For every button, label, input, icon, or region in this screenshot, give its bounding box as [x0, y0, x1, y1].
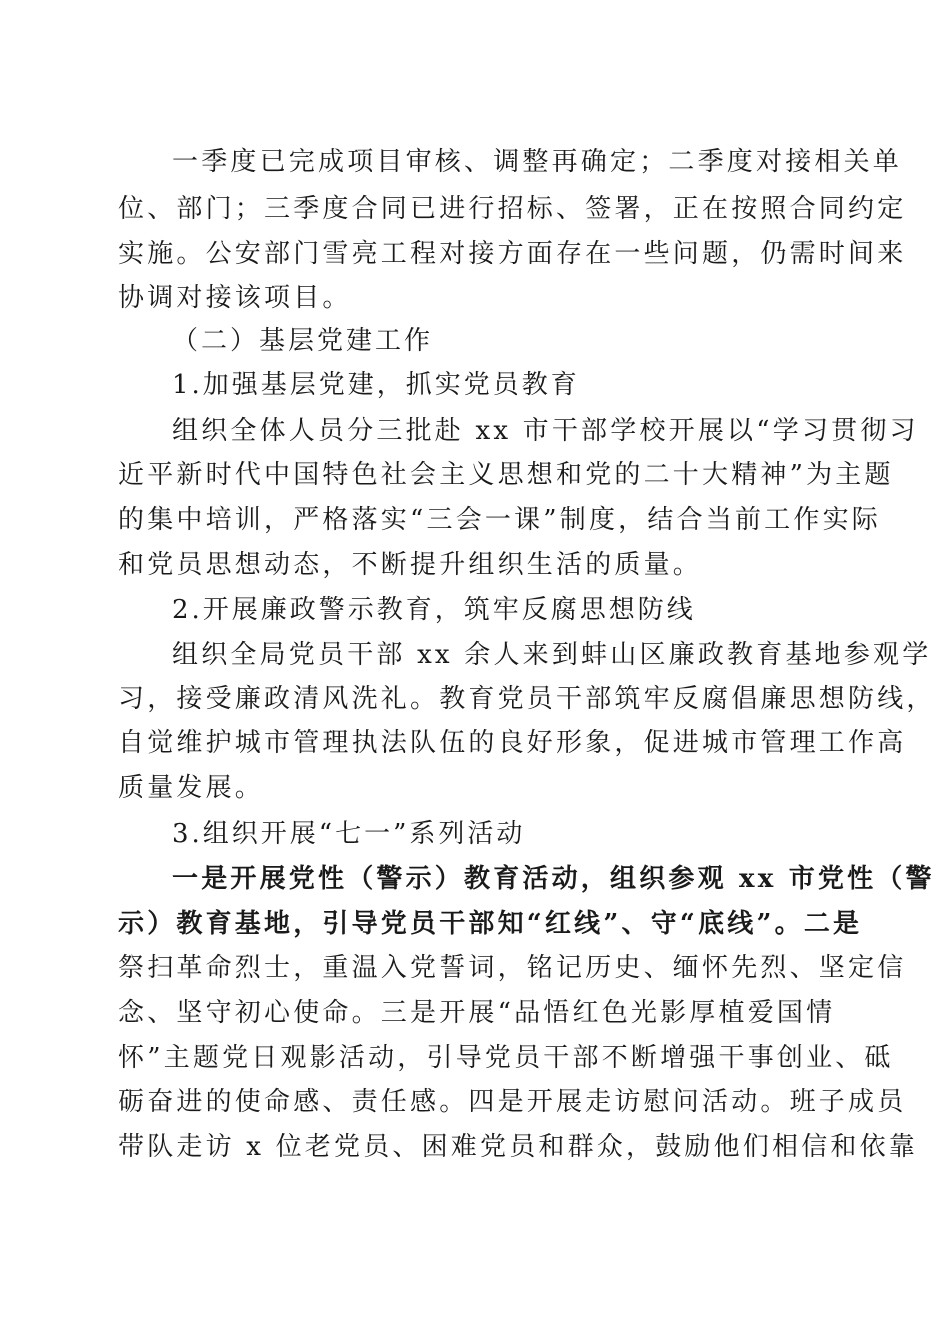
subsection-heading-2: 2.开展廉政警示教育，筑牢反腐思想防线 — [172, 595, 696, 625]
paragraph-line: 近平新时代中国特色社会主义思想和党的二十大精神”为主题 — [118, 460, 894, 490]
paragraph-line: 带队走访 x 位老党员、困难党员和群众，鼓励他们相信和依靠 — [118, 1132, 918, 1162]
paragraph-line: 念、坚守初心使命。三是开展“品悟红色光影厚植爱国情 — [118, 998, 836, 1028]
paragraph-line: 的集中培训，严格落实“三会一课”制度，结合当前工作实际 — [118, 505, 881, 535]
paragraph-line: 习，接受廉政清风洗礼。教育党员干部筑牢反腐倡廉思想防线， — [118, 684, 936, 714]
subsection-heading-3: 3.组织开展“七一”系列活动 — [172, 819, 526, 849]
paragraph-line: 怀”主题党日观影活动，引导党员干部不断增强干事创业、砥 — [118, 1043, 894, 1073]
paragraph-line: 示）教育基地，引导党员干部知“红线”、守“底线”。二是 — [118, 909, 863, 939]
paragraph-line: 砺奋进的使命感、责任感。四是开展走访慰问活动。班子成员 — [118, 1087, 907, 1117]
paragraph-line: 自觉维护城市管理执法队伍的良好形象，促进城市管理工作高 — [118, 728, 907, 758]
section-heading: （二）基层党建工作 — [172, 326, 434, 356]
paragraph-line: 质量发展。 — [118, 773, 265, 803]
paragraph-line: 和党员思想动态，不断提升组织生活的质量。 — [118, 550, 703, 580]
subsection-heading-1: 1.加强基层党建，抓实党员教育 — [172, 370, 580, 400]
paragraph-line: 一季度已完成项目审核、调整再确定；二季度对接相关单 — [172, 147, 903, 177]
paragraph-line: 实施。公安部门雪亮工程对接方面存在一些问题，仍需时间来 — [118, 239, 907, 269]
paragraph-line: 位、部门；三季度合同已进行招标、签署，正在按照合同约定 — [118, 194, 907, 224]
paragraph-line: 组织全局党员干部 xx 余人来到蚌山区廉政教育基地参观学 — [172, 640, 932, 670]
paragraph-line: 协调对接该项目。 — [118, 283, 352, 313]
paragraph-line: 组织全体人员分三批赴 xx 市干部学校开展以“学习贯彻习 — [172, 416, 919, 446]
paragraph-line: 祭扫革命烈士，重温入党誓词，铭记历史、缅怀先烈、坚定信 — [118, 953, 907, 983]
paragraph-line: 一是开展党性（警示）教育活动，组织参观 xx 市党性（警 — [172, 864, 935, 894]
